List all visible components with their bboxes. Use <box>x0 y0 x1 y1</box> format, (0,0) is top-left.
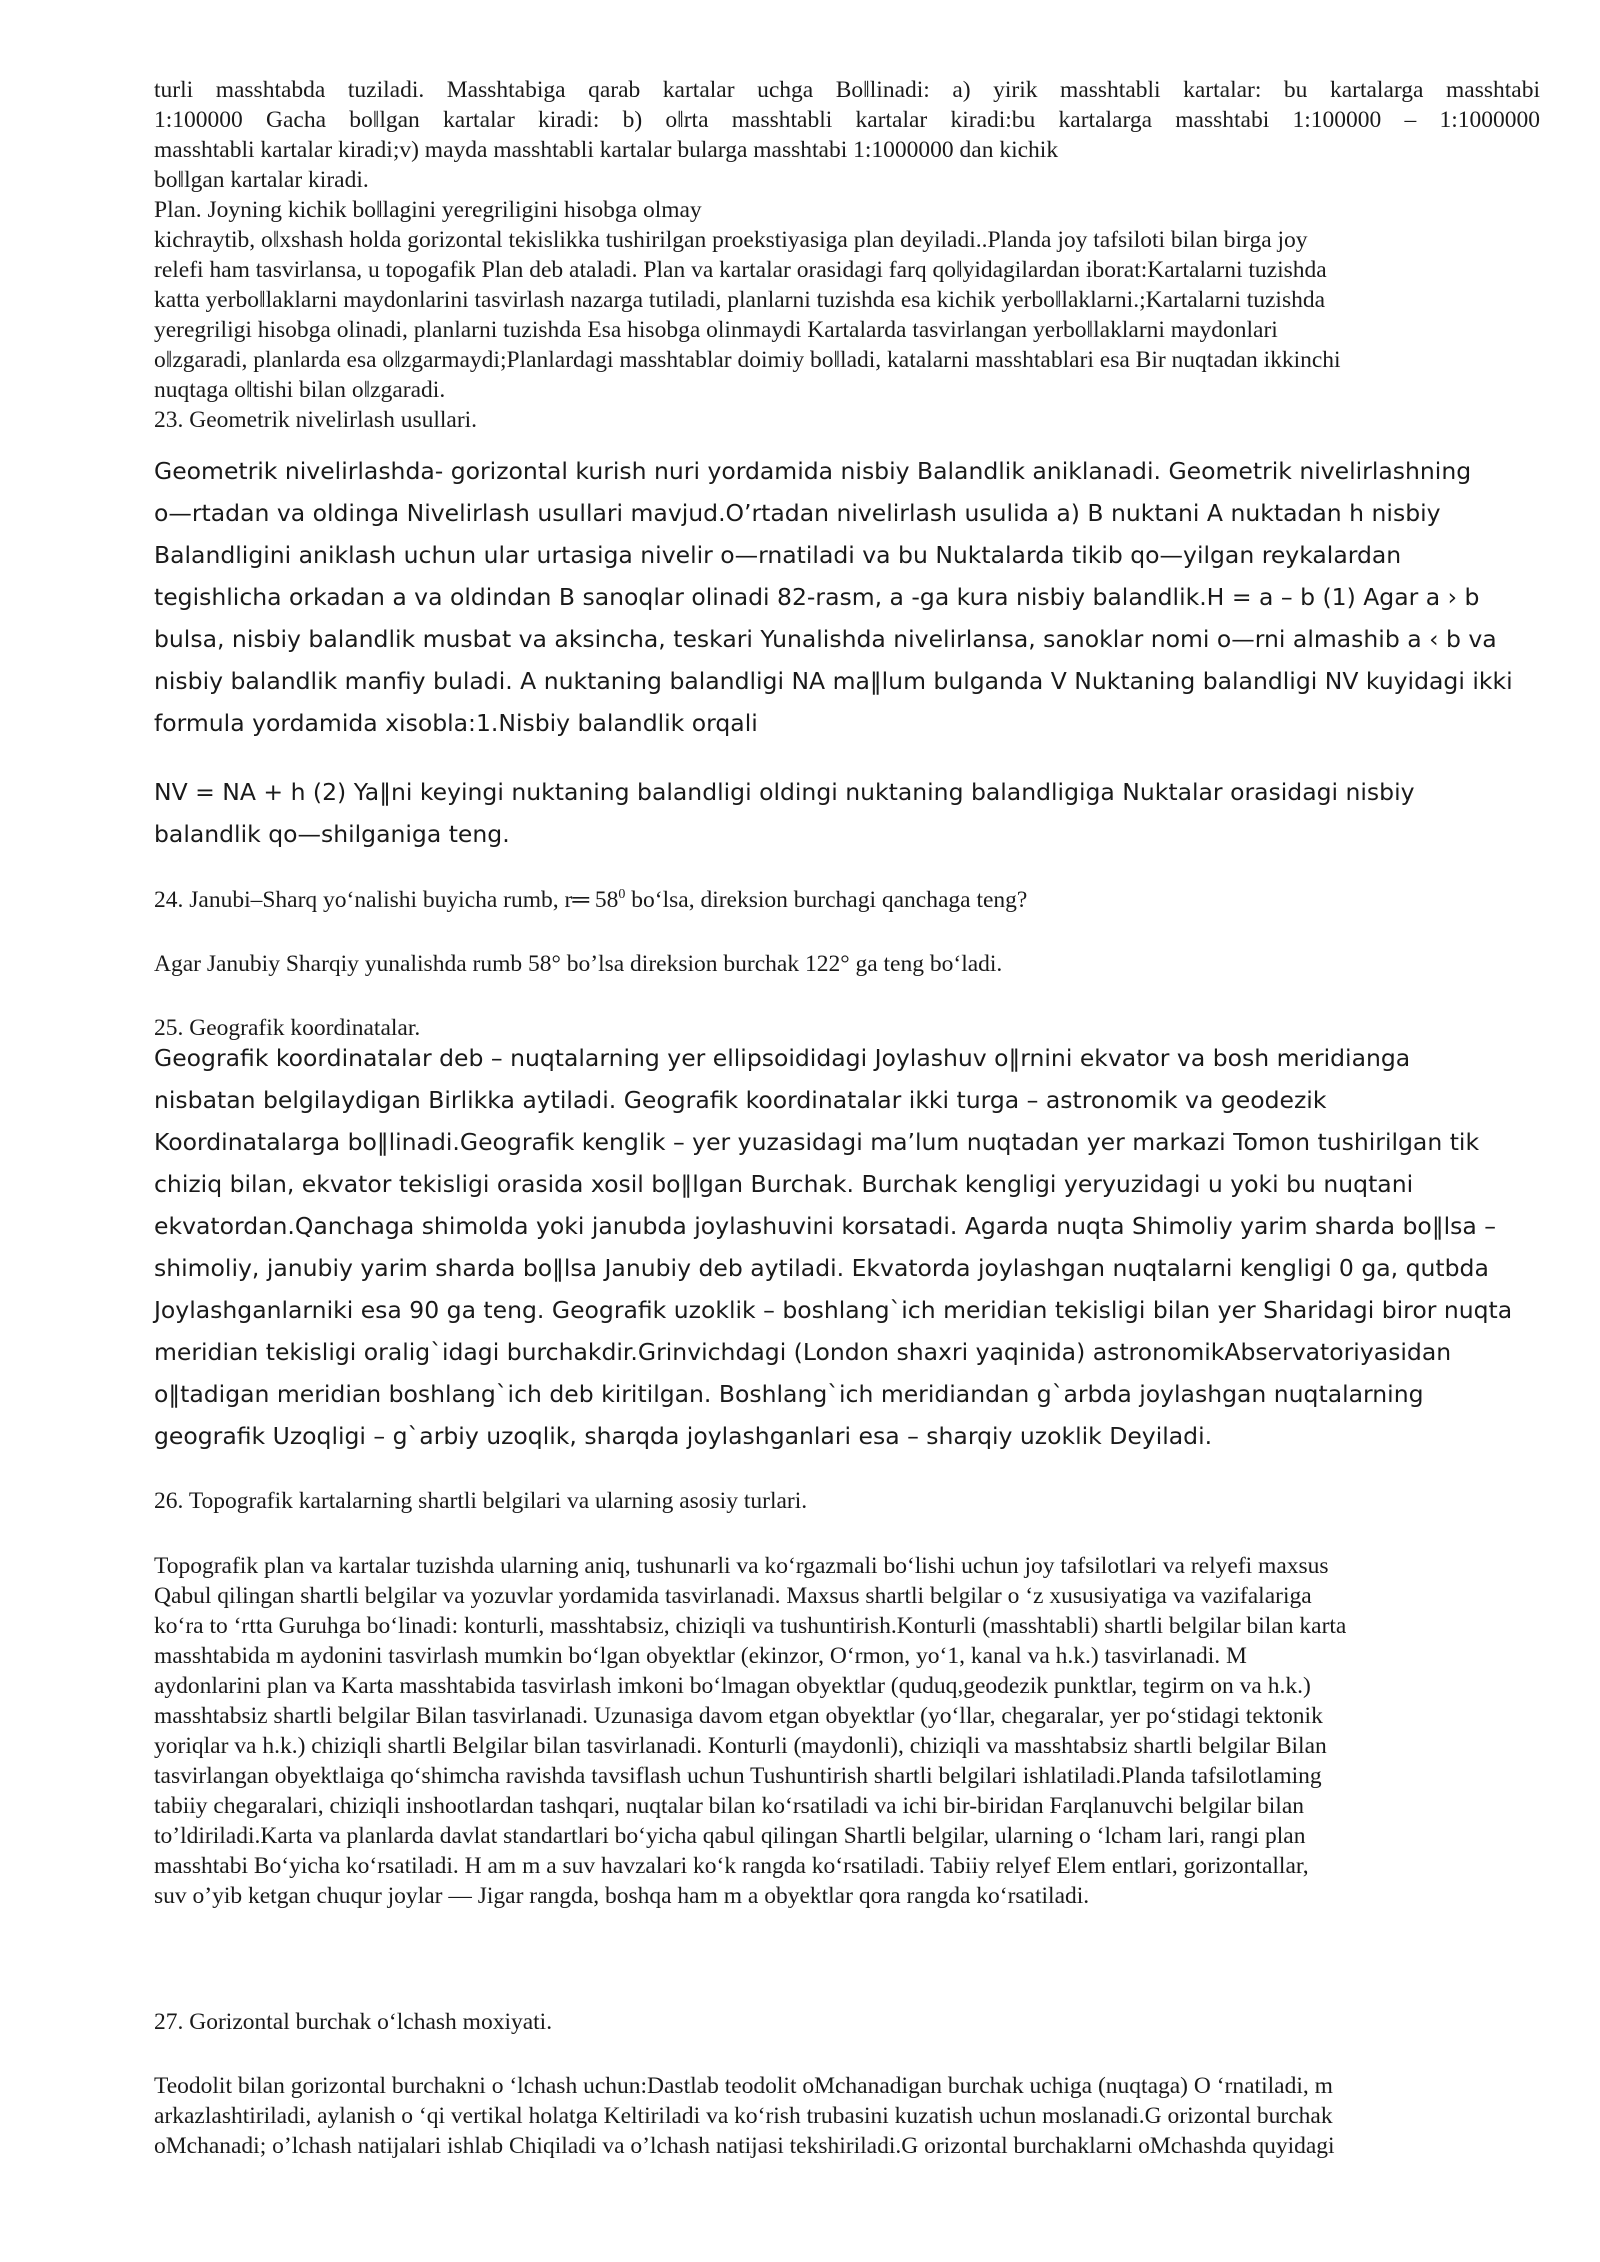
text-block-geografik-koordinatalar <box>154 1037 1540 1457</box>
text-line: yeregriligi hisobga olinadi, planlarni tuzishda Esa hisobga olinmaydi Kartalarda tasvirlangan yerbo‖laklarni maydonlari <box>154 317 1278 343</box>
text-line: o‖tadigan meridian boshlang`ich deb kiritilgan. Boshlang`ich meridiandan g`arbda joylashgan nuqtalarning <box>154 1380 1424 1408</box>
text-line: balandlik qo—shilganiga teng. <box>154 820 510 848</box>
text-line: NV = NA + h (2) Ya‖ni keyingi nuktaning balandligi oldingi nuktaning balandligiga Nuktalar orasidagi nisbiy <box>154 778 1415 806</box>
section-heading-23: 23. Geometrik nivelirlash usullari. <box>154 407 478 433</box>
text-line: kichraytib, o‖xshash holda gorizontal tekislikka tushirilgan proekstiyasiga plan deyiladi..Planda joy tafsiloti bilan birga joy <box>154 227 1308 253</box>
text-line: meridian tekisligi oralig`idagi burchakdir.Grinvichdagi (London shaxri yaqinida) astronomikAbservatoriyasidan <box>154 1338 1452 1366</box>
text-line: relefi ham tasvirlansa, u topogafik Plan deb ataladi. Plan va kartalar orasidagi farq qo‖yidagilardan iborat:Kartalarni tuzishda <box>154 257 1327 283</box>
section-heading-26: 26. Topografik kartalarning shartli belgilari va ularning asosiy turlari. <box>154 1488 808 1514</box>
section-heading-24: 24. Janubi–Sharq yo‘nalishi buyicha rumb, r═ $58^0$ bo‘lsa, direksion burchagi qanchaga teng? <box>154 887 1028 913</box>
text-line: aydonlarini plan va Karta masshtabida tasvirlash imkoni bo‘lmagan obyektlar (quduq,geodezik punktlar, tegirm on va h.k.) <box>154 1673 1311 1699</box>
text-line: tabiiy chegaralari, chiziqli inshootlardan tashqari, nuqtalar bilan ko‘rsatiladi va ichi bir-biridan Farqlanuvchi belgilar bilan <box>154 1793 1304 1819</box>
text-line: ekvatordan.Qanchaga shimolda yoki janubda joylashuvini korsatadi. Agarda nuqta Shimoliy yarim sharda bo‖lsa – <box>154 1212 1496 1240</box>
text-line: bulsa, nisbiy balandlik musbat va aksincha, teskari Yunalishda nivelirlansa, sanoklar nomi o—rni almashib a ‹ b va <box>154 625 1497 653</box>
text-line: formula yordamida xisobla:1.Nisbiy balandlik orqali <box>154 709 758 737</box>
text-line: tegishlicha orkadan a va oldindan B sanoqlar olinadi 82-rasm, a -ga kura nisbiy balandlik.H = a – b (1) Agar a › b <box>154 583 1480 611</box>
text-line: ko‘ra to ‘rtta Guruhga bo‘linadi: konturli, masshtabsiz, chiziqli va tushuntirish.Konturli (masshtabli) shartli belgilar bilan karta <box>154 1613 1347 1639</box>
text-line: nuqtaga o‖tishi bilan o‖zgaradi. <box>154 377 446 403</box>
text-block-gorizontal-burchak <box>154 2071 1540 2161</box>
text-line: masshtabli kartalar kiradi;v) mayda masshtabli kartalar bularga masshtabi 1:1000000 dan kichik <box>154 137 1059 163</box>
text-line: to’ldiriladi.Karta va planlarda davlat standartlari bo‘yicha qabul qilingan Shartli belgilar, ularning o ‘lcham lari, rangi plan <box>154 1823 1306 1849</box>
text-line: Topografik plan va kartalar tuzishda ularning aniq, tushunarli va ko‘rgazmali bo‘lishi uchun joy tafsilotlari va relyefi maxsus <box>154 1553 1329 1579</box>
text-line: suv o’yib ketgan chuqur joylar — Jigar rangda, boshqa ham m a obyektlar qora rangda ko‘rsatiladi. <box>154 1883 1090 1909</box>
answer-24: Agar Janubiy Sharqiy yunalishda rumb 58° bo’lsa direksion burchak 122° ga teng bo‘ladi. <box>154 951 1003 977</box>
text-line: Joylashganlarniki esa 90 ga teng. Geografik uzoklik – boshlang`ich meridian tekisligi bilan yer Sharidagi biror nuqta <box>154 1296 1513 1324</box>
text-line: Koordinatalarga bo‖linadi.Geografik kenglik – yer yuzasidagi ma’lum nuqtadan yer markazi Tomon tushirilgan tik <box>154 1128 1480 1156</box>
text-line: o‖zgaradi, planlarda esa o‖zgarmaydi;Planlardagi masshtablar doimiy bo‖ladi, katalarni masshtablari esa Bir nuqtadan ikkinchi <box>154 347 1341 373</box>
section-heading-27: 27. Gorizontal burchak o‘lchash moxiyati. <box>154 2009 553 2035</box>
text-line: katta yerbo‖laklarni maydonlarini tasvirlash nazarga tutiladi, planlarni tuzishda esa kichik yerbo‖laklarni.;Kartalarni tuzishda <box>154 287 1326 313</box>
text-block-shartli-belgilar <box>154 1551 1540 1911</box>
text-line: Teodolit bilan gorizontal burchakni o ‘lchash uchun:Dastlab teodolit oMchanadigan burchak uchiga (nuqtaga) O ‘rnatiladi, m <box>154 2073 1333 2099</box>
text-line: arkazlashtiriladi, aylanish o ‘qi vertikal holatga Keltiriladi va ko‘rish trubasini kuzatish uchun moslanadi.G orizontal burchak <box>154 2103 1333 2129</box>
text-line: o—rtadan va oldinga Nivelirlash usullari mavjud.O’rtadan nivelirlash usulida a) B nuktani A nuktadan h nisbiy <box>154 499 1441 527</box>
text-line: geografik Uzoqligi – g`arbiy uzoqlik, sharqda joylashganlari esa – sharqiy uzoklik Deyiladi. <box>154 1422 1213 1450</box>
text-line: Geometrik nivelirlashda- gorizontal kurish nuri yordamida nisbiy Balandlik aniklanadi. Geometrik nivelirlashning <box>154 457 1472 485</box>
text-line: nisbiy balandlik manfiy buladi. A nuktaning balandligi NA ma‖lum bulganda V Nuktaning balandligi NV kuyidagi ikki <box>154 667 1513 695</box>
text-line: masshtabi Bo‘yicha ko‘rsatiladi. H am m a suv havzalari ko‘k rangda ko‘rsatiladi. Tabiiy relyef Elem entlari, gorizontallar, <box>154 1853 1309 1879</box>
text-line: Geografik koordinatalar deb – nuqtalarning yer ellipsoididagi Joylashuv o‖rnini ekvator va bosh meridianga <box>154 1044 1411 1072</box>
text-line: Balandligini aniklash uchun ular urtasiga nivelir o—rnatiladi va bu Nuktalarda tikib qo—yilgan reykalardan <box>154 541 1402 569</box>
text-line: masshtabsiz shartli belgilar Bilan tasvirlanadi. Uzunasiga davom etgan obyektlar (yo‘llar, chegaralar, yer po‘stidagi tektonik <box>154 1703 1323 1729</box>
section-heading-25: 25. Geografik koordinatalar. <box>154 1015 421 1041</box>
text-line: 1:100000 Gacha bo‖lgan kartalar kiradi: b) o‖rta masshtabli kartalar kiradi:bu kartalarga masshtabi 1:100000 – 1:1000000 <box>154 107 1540 133</box>
text-line: nisbatan belgilaydigan Birlikka aytiladi. Geografik koordinatalar ikki turga – astronomik va geodezik <box>154 1086 1327 1114</box>
text-line: Plan. Joyning kichik bo‖lagini yeregriligini hisobga olmay <box>154 197 702 223</box>
text-block-nivelirlash <box>154 450 1540 744</box>
text-line: masshtabida m aydonini tasvirlash mumkin bo‘lgan obyektlar (ekinzor, O‘rmon, yo‘1, kanal va h.k.) tasvirlanadi. M <box>154 1643 1247 1669</box>
text-line: bo‖lgan kartalar kiradi. <box>154 167 369 193</box>
text-line: chiziq bilan, ekvator tekisligi orasida xosil bo‖lgan Burchak. Burchak kengligi yeryuzidagi u yoki bu nuqtani <box>154 1170 1414 1198</box>
text-line: Qabul qilingan shartli belgilar va yozuvlar yordamida tasvirlanadi. Maxsus shartli belgilar o ‘z xususiyatiga va vazifalariga <box>154 1583 1312 1609</box>
text-block-kartalar-plan <box>154 75 1540 435</box>
text-block-nv-formula <box>154 771 1540 855</box>
text-line: oMchanadi; o’lchash natijalari ishlab Chiqiladi va o’lchash natijasi tekshiriladi.G orizontal burchaklarni oMchashda quyidagi <box>154 2133 1335 2159</box>
text-line: tasvirlangan obyektlaiga qo‘shimcha ravishda tavsiflash uchun Tushuntirish shartli belgilari ishlatiladi.Planda tafsilotlaming <box>154 1763 1322 1789</box>
text-line: yoriqlar va h.k.) chiziqli shartli Belgilar bilan tasvirlanadi. Konturli (maydonli), chiziqli va masshtabsiz shartli belgilar Bilan <box>154 1733 1327 1759</box>
text-line: turli masshtabda tuziladi. Masshtabiga qarab kartalar uchga Bo‖linadi: a) yirik masshtabli kartalar: bu kartalarga masshtabi <box>154 77 1540 103</box>
text-line: shimoliy, janubiy yarim sharda bo‖lsa Janubiy deb aytiladi. Ekvatorda joylashgan nuqtalarni kengligi 0 ga, qutbda <box>154 1254 1489 1282</box>
